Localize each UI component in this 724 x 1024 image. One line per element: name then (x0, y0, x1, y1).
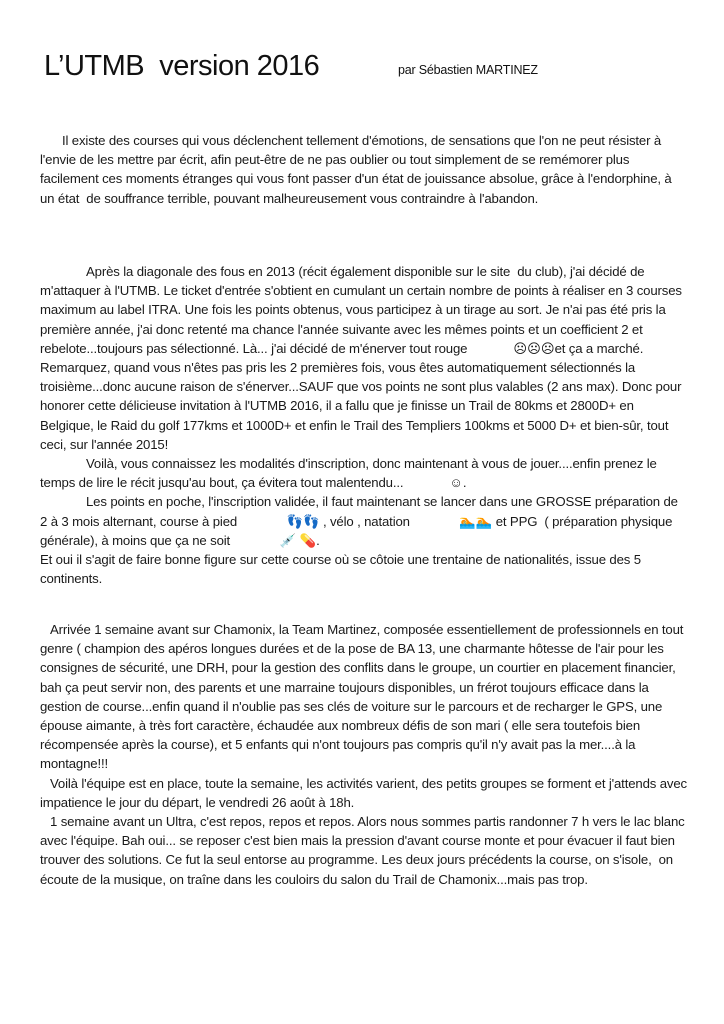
paragraph-team: Voilà l'équipe est en place, toute la semaine, les activités varient, des petits groupes se forment et j'attends avec impatience le jour du départ, le vendredi 26 août à 18h. (40, 775, 691, 810)
document-author: par Sébastien MARTINEZ (398, 63, 538, 77)
syringe-pill-icon: 💉 💊 (279, 532, 317, 548)
paragraph-rest: 1 semaine avant un Ultra, c'est repos, repos et repos. Alors nous sommes partis randonner 7 h vers le lac blanc avec l'équipe. Bah oui... se reposer c'est bien mais la pression d'avant course monte et pour évacuer il faut bien trouver des solutions. Ce fut la seul entorse au programme. Les deux jours précédents la course, on s'isole, on écoute de la musique, on traîne dans les couloirs du salon du Trail de Chamonix...mais pas trop. (40, 814, 689, 887)
paragraph-preparation-text-a: Les points en poche, l'inscription validée, il faut maintenant se lancer dans une GROSSE préparation de 2 à 3 mois alternant, course à pied (40, 494, 682, 529)
document-title: L’UTMB version 2016 (44, 50, 320, 82)
paragraph-registration-text-b: et ça a marché. Remarquez, quand vous n'êtes pas pris les 2 premières fois, vous êtes automatiquement sélectionnés la troisième...donc aucune raison de s'énerver...SAUF que vos points ne sont plus valables (2 ans max). Donc pour honorer cette délicieuse invitation à l'UTMB 2016, il a fallu que je finisse un Trail de 80kms et 2800D+ en Belgique, le Raid du golf 177kms et 1000D+ et enfin le Trail des Templiers 100kms et 5000 D+ et bien-sûr, tout ceci, sur l'année 2015! (40, 340, 685, 452)
smiley-face-icon: ☺ (449, 475, 463, 491)
paragraph-nationalities: Et oui il s'agit de faire bonne figure sur cette course où se côtoie une trentaine de nationalités, issue des 5 continents. (40, 552, 645, 587)
document-header (44, 50, 684, 90)
paragraph-preparation (40, 492, 688, 550)
intro-section (40, 131, 688, 208)
paragraph-arrival: Arrivée 1 semaine avant sur Chamonix, la Team Martinez, composée essentiellement de professionnels en tout genre ( champion des apéros longues durées et de la pose de BA 13, une charmante hôtesse de l'air pour les consignes de sécurité, une DRH, pour la gestion des conflits dans le groupe, un courtier en placement financier, bah ça peut servir non, des parents et une marraine toujours disponibles, un frérot toujours efficace dans la gestion de course...enfin quand il n'oublie pas ses clés de voiture sur le parcours et de recharger le GPS, une épouse aimante, à très fort caractère, échaudée aux nombreux défis de son mari ( elle sera toutefois bien récompensée après la course), et 5 enfants qui n'ont toujours pas compris qu'il n'y avait pas la mer....à la montagne!!! (40, 622, 687, 772)
paragraph-preparation-text-c: et PPG ( préparation physique générale), à moins que ça ne soit (40, 513, 676, 548)
paragraph-registration (40, 262, 688, 454)
sad-face-icon: ☹☹☹ (513, 340, 555, 356)
swimmer-icon: 🏊🏊 (459, 513, 493, 529)
paragraph-preparation-text-b: , vélo , natation (319, 513, 414, 529)
footprints-icon: 👣👣 (286, 513, 320, 529)
paragraph-rules-text-a: Voilà, vous connaissez les modalités d'inscription, donc maintenant à vous de jouer....enfin prenez le temps de lire le récit jusqu'au bout, ça évitera tout malentendu... (40, 456, 661, 491)
paragraph-preparation-text-d: . (316, 532, 320, 548)
paragraph-registration-text-a: Après la diagonale des fous en 2013 (récit également disponible sur le site du club), j'ai décidé de m'attaquer à l'UTMB. Le ticket d'entrée s'obtient en cumulant un certain nombre de points à réaliser en 3 courses maximum au label ITRA. Une fois les points obtenus, vous participez à un tirage au sort. Je n'ai pas été pris la première année, j'ai donc retenté ma chance l'année suivante avec les mêmes points et un coefficient 2 et rebelote...toujours pas sélectionné. Là... j'ai décidé de m'énerver tout rouge (40, 264, 686, 356)
paragraph-rules-text-b: . (462, 475, 467, 491)
chamonix-section (40, 620, 691, 889)
paragraph-rules (40, 454, 688, 492)
paragraph-intro: Il existe des courses qui vous déclenchent tellement d'émotions, de sensations que l'on ne peut résister à l'envie de les mettre par écrit, afin peut-être de ne pas oublier ou tout simplement de se remémorer plus facilement ces moments étranges qui vous font passer d'un état de jouissance absolue, grâce à l'endorphine, à un état de souffrance terrible, pouvant malheureusement vous contraindre à l'abandon. (40, 133, 676, 206)
registration-section (40, 262, 688, 588)
